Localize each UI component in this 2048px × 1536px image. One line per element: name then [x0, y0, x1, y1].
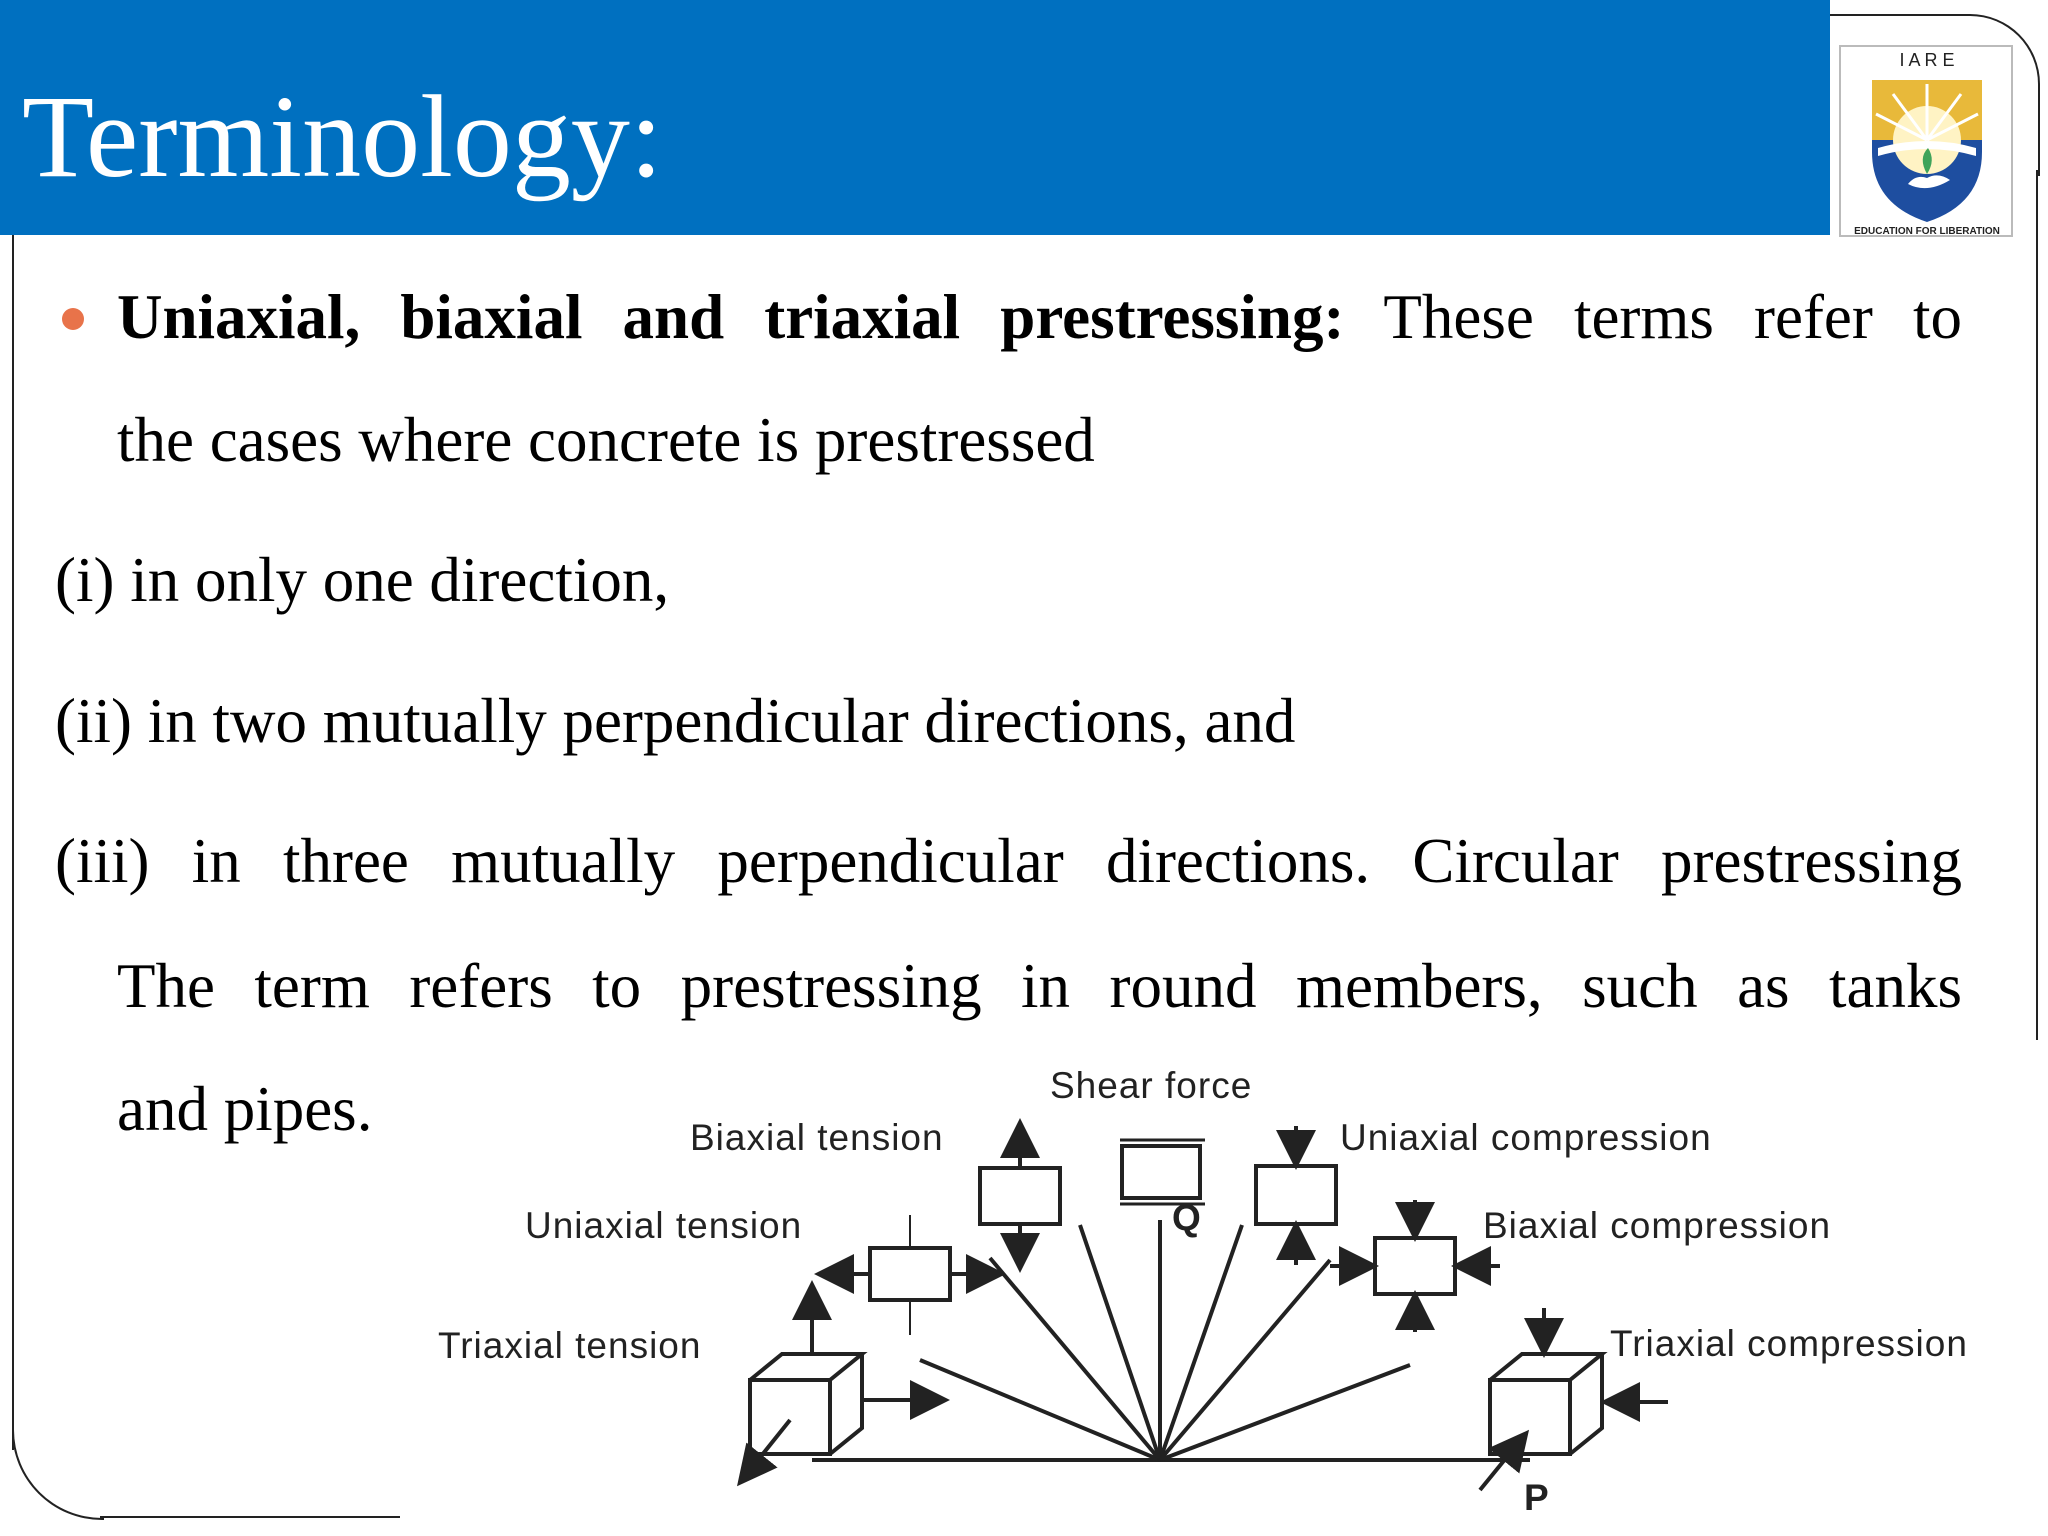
- list-item-3-text: (iii) in three mutually perpendicular directions. Circular prestressing: [55, 826, 1962, 896]
- label-uniaxial-compression: Uniaxial compression: [1340, 1117, 1712, 1158]
- bullet-text-1: These terms refer to: [1383, 282, 1962, 352]
- label-shear-force: Shear force: [1050, 1065, 1253, 1106]
- bullet-dot: [62, 308, 84, 330]
- prestressing-diagram: [420, 1060, 2040, 1530]
- logo-motto: EDUCATION FOR LIBERATION: [1854, 226, 2000, 237]
- bullet-line-2: the cases where concrete is prestressed: [117, 405, 1095, 475]
- label-biaxial-tension: Biaxial tension: [690, 1117, 944, 1158]
- label-biaxial-compression: Biaxial compression: [1483, 1205, 1832, 1246]
- logo-top-text: I A R E: [1899, 50, 1955, 70]
- label-triaxial-tension: Triaxial tension: [438, 1325, 702, 1366]
- label-q: Q: [1172, 1197, 1202, 1238]
- list-item-2: (ii) in two mutually perpendicular directions, and: [55, 686, 1296, 756]
- list-item-1: (i) in only one direction,: [55, 545, 670, 615]
- paragraph-line-1-text: The term refers to prestressing in round members, such as tanks: [117, 951, 1962, 1021]
- bullet-line-1: [117, 282, 1962, 352]
- list-item-3: [55, 826, 1962, 896]
- label-triaxial-compression: Triaxial compression: [1610, 1323, 1968, 1364]
- label-uniaxial-tension: Uniaxial tension: [525, 1205, 803, 1246]
- label-p: P: [1524, 1477, 1550, 1518]
- prestressing-diagram-figure: [420, 1060, 2040, 1530]
- bullet-heading: Uniaxial, biaxial and triaxial prestressing:: [117, 282, 1345, 352]
- paragraph-line-1: [117, 951, 1962, 1021]
- slide-title: Terminology:: [22, 71, 663, 202]
- paragraph-line-2: and pipes.: [117, 1074, 373, 1144]
